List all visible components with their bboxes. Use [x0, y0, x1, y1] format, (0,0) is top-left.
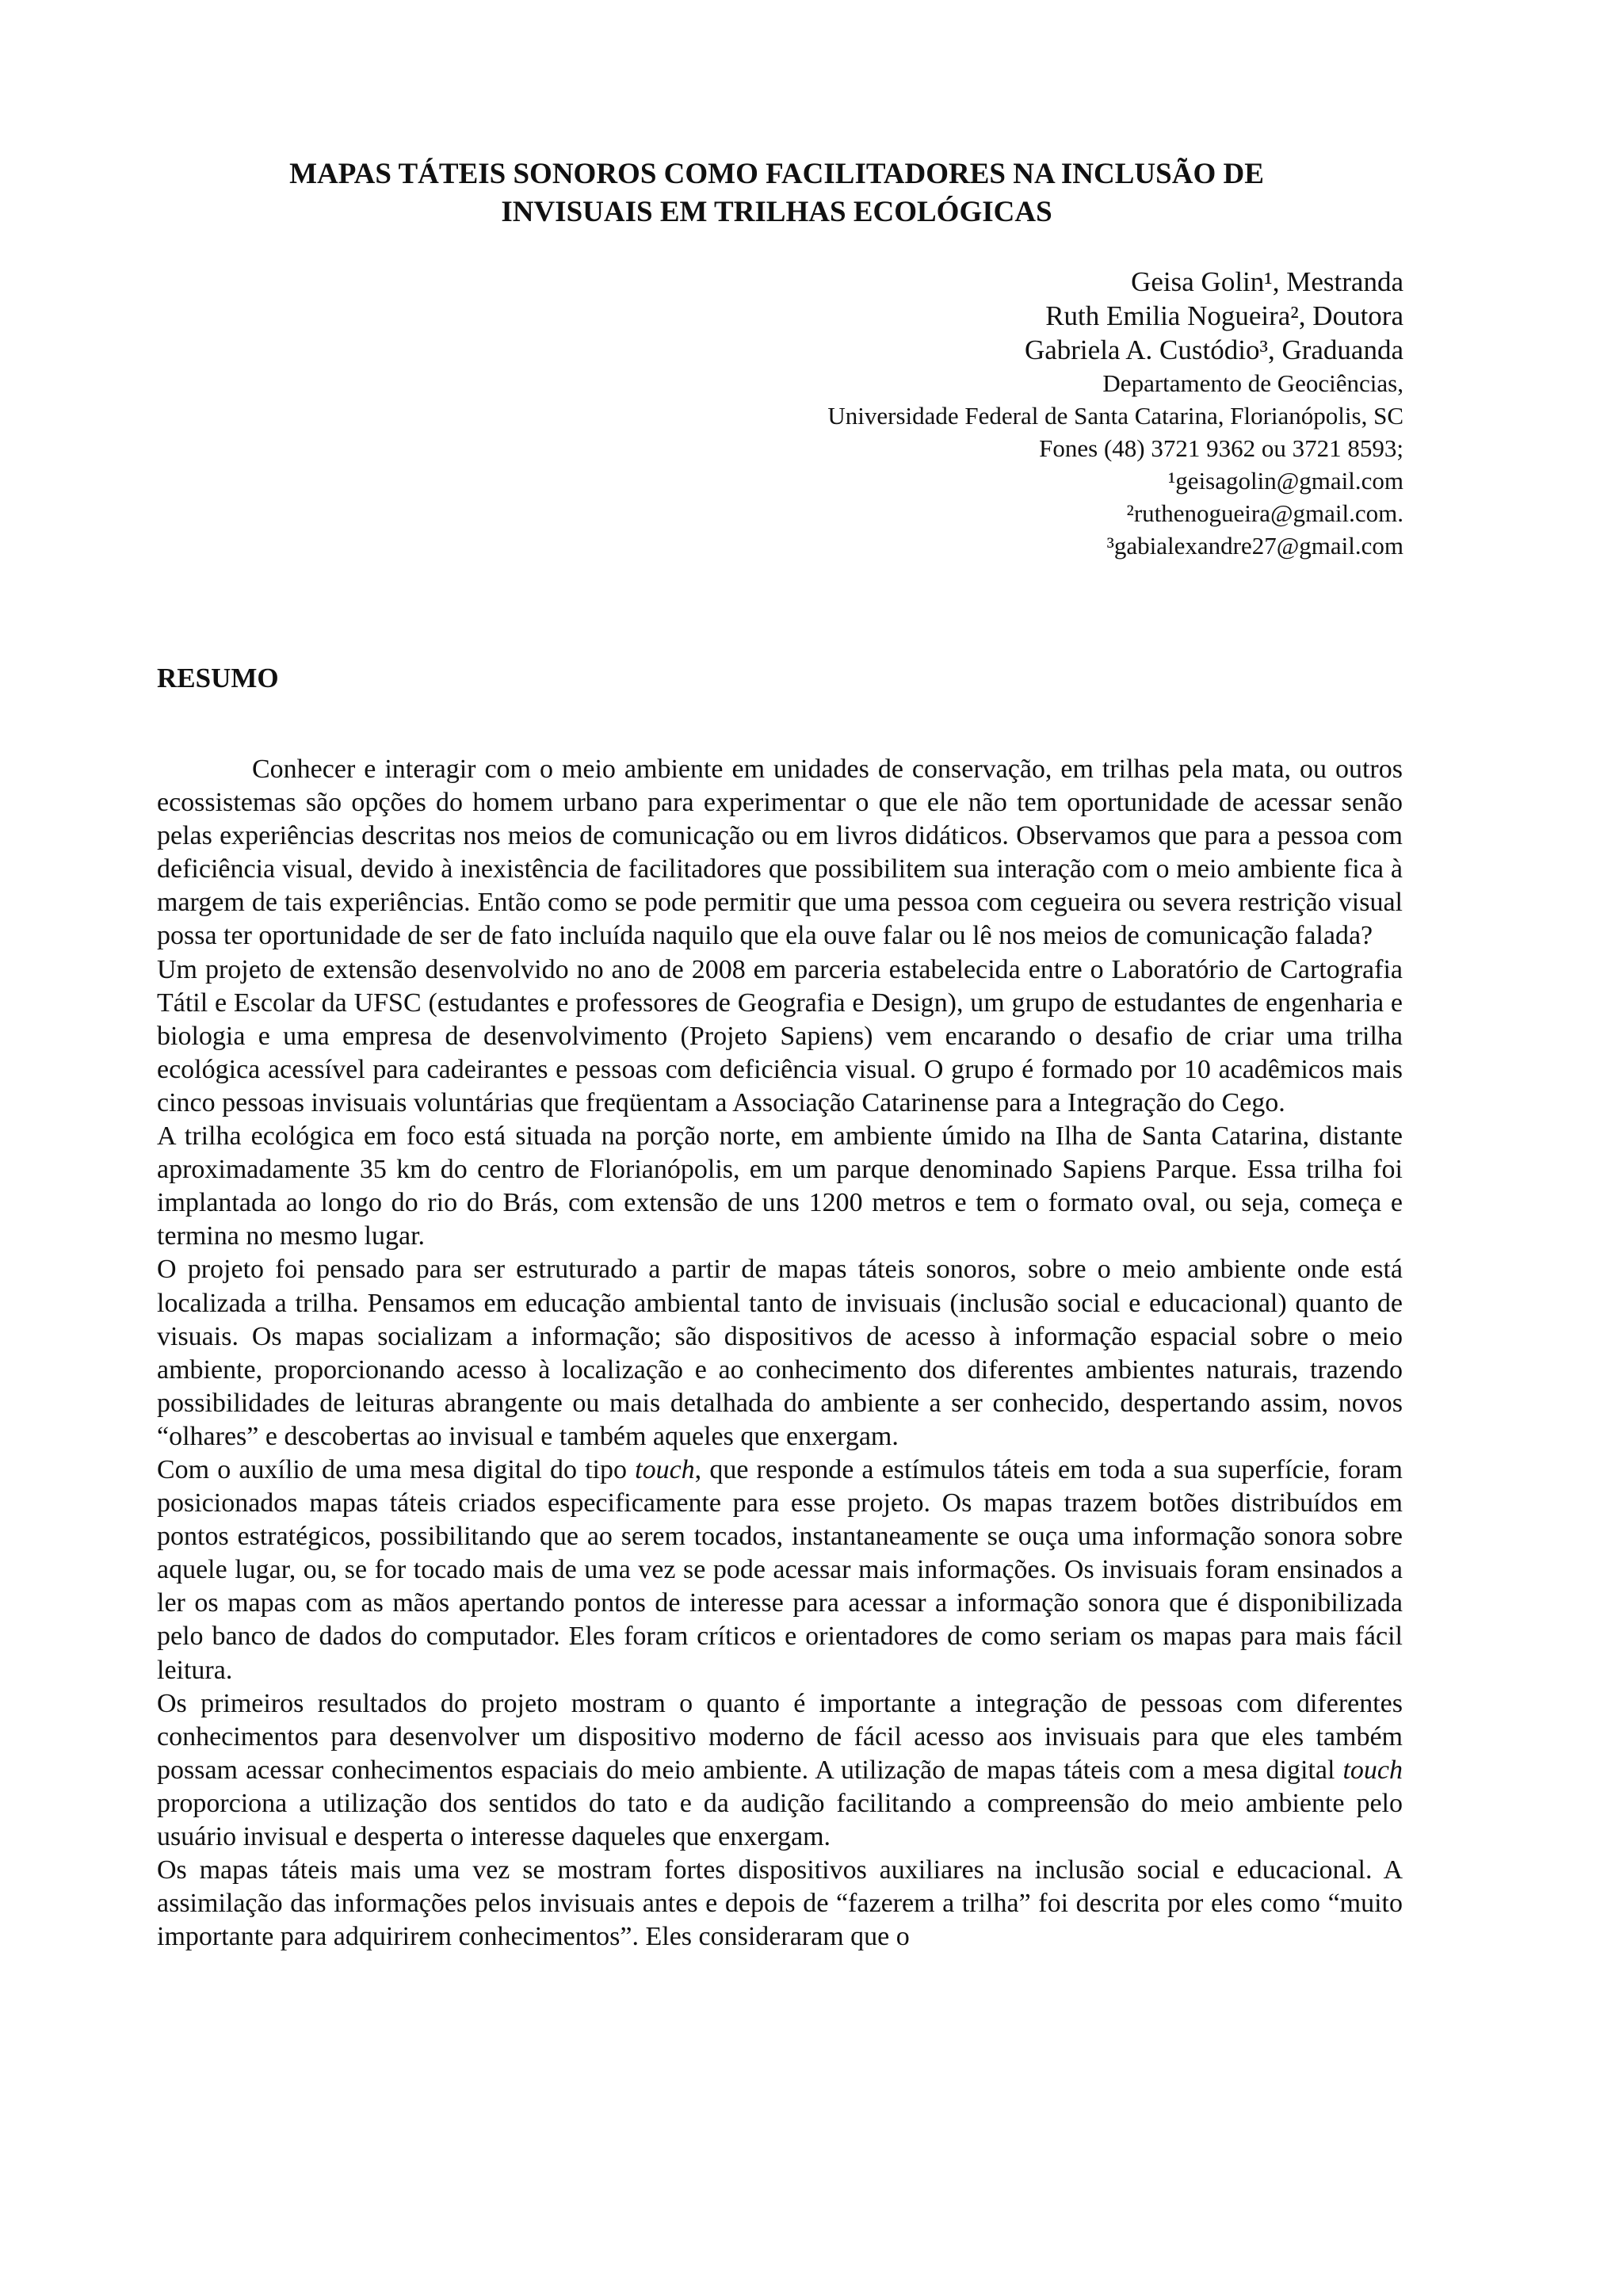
- author-1: Geisa Golin¹, Mestranda: [1131, 266, 1403, 297]
- abstract-paragraph-7: Os mapas táteis mais uma vez se mostram fortes dispositivos auxiliares na inclusão social e educacional. A assimilação das informações pelos invisuais antes e depois de “fazerem a trilha” foi descrita por eles como “muito importante para adquirirem conhecimentos”. Eles consideraram que o: [157, 1855, 1403, 1952]
- author-2: Ruth Emilia Nogueira², Doutora: [1045, 300, 1403, 331]
- email-2: ²ruthenogueira@gmail.com.: [1126, 499, 1403, 527]
- author-block: [827, 265, 1403, 562]
- paper-title: [158, 155, 1395, 231]
- affiliation-department: Departamento de Geociências,: [1102, 369, 1403, 397]
- title-line-1: MAPAS TÁTEIS SONOROS COMO FACILITADORES NA INCLUSÃO DE: [289, 158, 1264, 190]
- abstract-paragraph-2: Um projeto de extensão desenvolvido no ano de 2008 em parceria estabelecida entre o Laboratório de Cartografia Tátil e Escolar da UFSC (estudantes e professores de Geografia e Design), um grupo de estudantes de engenharia e biologia e uma empresa de desenvolvimento (Projeto Sapiens) vem encarando o desafio de criar uma trilha ecológica acessível para cadeirantes e pessoas com deficiência visual. O grupo é formado por 10 acadêmicos mais cinco pessoas invisuais voluntárias que freqüentam a Associação Catarinense para a Integração do Cego.: [157, 954, 1403, 1117]
- abstract-paragraph-1: Conhecer e interagir com o meio ambiente em unidades de conservação, em trilhas pela mata, ou outros ecossistemas são opções do homem urbano para experimentar o que ele não tem oportunidade de acessar senão pelas experiências descritas nos meios de comunicação ou em livros didáticos. Observamos que para a pessoa com deficiência visual, devido à inexistência de facilitadores que possibilitem sua interação com o meio ambiente fica à margem de tais experiências. Então como se pode permitir que uma pessoa com cegueira ou severa restrição visual possa ter oportunidade de ser de fato incluída naquilo que ela ouve falar ou lê nos meios de comunicação falada?: [157, 755, 1403, 951]
- title-line-2: INVISUAIS EM TRILHAS ECOLÓGICAS: [501, 196, 1052, 228]
- abstract-paragraph-6: [157, 1687, 1403, 1854]
- paragraph-5-text-a: Com o auxílio de uma mesa digital do tipo: [157, 1454, 636, 1484]
- email-1: ¹geisagolin@gmail.com: [1168, 467, 1403, 495]
- affiliation-university: Universidade Federal de Santa Catarina, Florianópolis, SC: [827, 402, 1403, 430]
- paragraph-6-emphasis: touch: [1342, 1755, 1403, 1785]
- section-heading-resumo: RESUMO: [157, 663, 279, 693]
- email-3: ³gabialexandre27@gmail.com: [1106, 532, 1403, 560]
- paragraph-5-emphasis: touch: [635, 1454, 695, 1484]
- paragraph-6-text-a: Os primeiros resultados do projeto mostram o quanto é importante a integração de pessoas com diferentes conhecimentos para desenvolver um dispositivo moderno de fácil acesso aos invisuais para que eles também possam acessar conhecimentos espaciais do meio ambiente. A utilização de mapas táteis com a mesa digital: [157, 1688, 1403, 1785]
- abstract-paragraph-3: A trilha ecológica em foco está situada na porção norte, em ambiente úmido na Ilha de Santa Catarina, distante aproximadamente 35 km do centro de Florianópolis, em um parque denominado Sapiens Parque. Essa trilha foi implantada ao longo do rio do Brás, com extensão de uns 1200 metros e tem o formato oval, ou seja, começa e termina no mesmo lugar.: [157, 1121, 1403, 1251]
- abstract-paragraph-4: O projeto foi pensado para ser estruturado a partir de mapas táteis sonoros, sobre o meio ambiente onde está localizada a trilha. Pensamos em educação ambiental tanto de invisuais (inclusão social e educacional) quanto de visuais. Os mapas socializam a informação; são dispositivos de acesso à informação espacial sobre o meio ambiente, proporcionando acesso à localização e ao conhecimento dos diferentes ambientes naturais, trazendo possibilidades de leituras abrangente ou mais detalhada do ambiente a ser conhecido, despertando assim, novos “olhares” e descobertas ao invisual e também aqueles que enxergam.: [157, 1255, 1403, 1451]
- abstract-paragraph-5: [157, 1454, 1403, 1687]
- paragraph-6-text-b: proporciona a utilização dos sentidos do tato e da audição facilitando a compreensão do meio ambiente pelo usuário invisual e desperta o interesse daqueles que enxergam.: [157, 1788, 1403, 1851]
- abstract-body: [157, 753, 1403, 1954]
- author-3: Gabriela A. Custódio³, Graduanda: [1024, 334, 1403, 365]
- affiliation-phones: Fones (48) 3721 9362 ou 3721 8593;: [1039, 434, 1403, 462]
- paragraph-5-text-b: , que responde a estímulos táteis em toda a sua superfície, foram posicionados mapas táteis criados especificamente para esse projeto. Os mapas trazem botões distribuídos em pontos estratégicos, possibilitando que ao serem tocados, instantaneamente se ouça uma informação sonora sobre aquele lugar, ou, se for tocado mais de uma vez se pode acessar mais informações. Os invisuais foram ensinados a ler os mapas com as mãos apertando pontos de interesse para acessar a informação sonora que é disponibilizada pelo banco de dados do computador. Eles foram críticos e orientadores de como seriam os mapas para mais fácil leitura.: [157, 1454, 1403, 1685]
